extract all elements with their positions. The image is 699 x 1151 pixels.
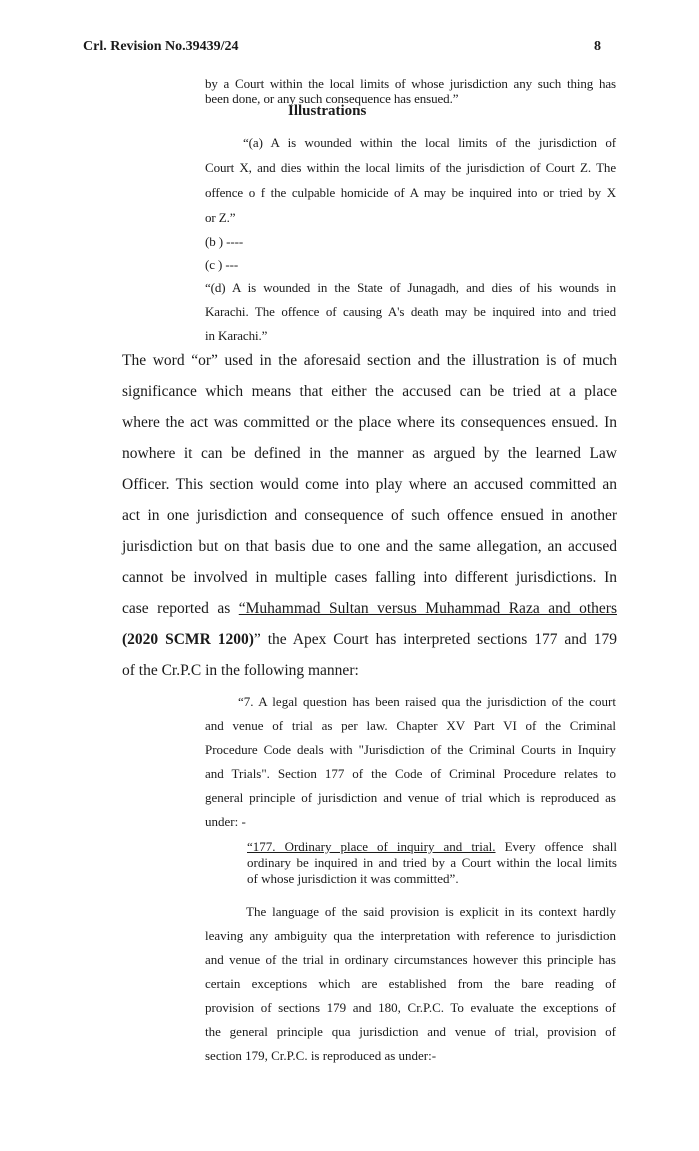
nested-quote-line: ordinary be inquired in and tried by a Court within the local limits	[247, 855, 617, 870]
nested-quote-line	[247, 839, 617, 855]
illustration-line: in Karachi.”	[205, 328, 268, 343]
case-prefix: case reported as	[122, 600, 239, 617]
quote-para-line: the general principle qua jurisdiction and venue of trial, provision of	[205, 1024, 616, 1039]
body-line: nowhere it can be defined in the manner as argued by the learned Law	[122, 445, 617, 462]
body-line: Officer. This section would come into play where an accused committed an	[122, 476, 617, 493]
case-title: Crl. Revision No.39439/24	[83, 39, 239, 54]
body-line: The word “or” used in the aforesaid section and the illustration is of much	[122, 352, 617, 369]
illustration-line: “(a) A is wounded within the local limits of the jurisdiction of	[243, 135, 616, 150]
quote-para-line: The language of the said provision is explicit in its context hardly	[246, 904, 616, 919]
quote-line: and Trials". Section 177 of the Code of Criminal Procedure relates to	[205, 766, 616, 781]
body-line: where the act was committed or the place where its consequences ensued. In	[122, 414, 617, 431]
quote-line: Procedure Code deals with "Jurisdiction of the Criminal Courts in Inquiry	[205, 742, 616, 757]
body-line-case	[122, 600, 617, 618]
body-line-citation	[122, 631, 617, 649]
quote-line: under: -	[205, 814, 246, 829]
quote-line: “7. A legal question has been raised qua the jurisdiction of the court	[238, 694, 616, 709]
quote-para-line: leaving any ambiguity qua the interpretation with reference to jurisdiction	[205, 928, 616, 943]
page-number: 8	[594, 39, 601, 54]
section-177-heading: “177. Ordinary place of inquiry and trial.	[247, 839, 496, 854]
quote-para-line: section 179, Cr.P.C. is reproduced as under:-	[205, 1048, 437, 1063]
nested-quote-line: of whose jurisdiction it was committed”.	[247, 871, 459, 886]
illustration-line: Court X, and dies within the local limits of the jurisdiction of Court Z. The	[205, 160, 616, 175]
quote-line: general principle of jurisdiction and venue of trial which is reproduced as	[205, 790, 616, 805]
section-tail-line: been done, or any such consequence has ensued.”	[205, 91, 459, 106]
illustration-line: or Z.”	[205, 210, 236, 225]
section-tail-line: by a Court within the local limits of whose jurisdiction any such thing has	[205, 76, 616, 91]
quote-para-line: and venue of the trial in ordinary circumstances however this principle has	[205, 952, 616, 967]
quote-para-line: provision of sections 179 and 180, Cr.P.C. To evaluate the exceptions of	[205, 1000, 616, 1015]
quote-para-line: certain exceptions which are established from the bare reading of	[205, 976, 616, 991]
citation: (2020 SCMR 1200)	[122, 631, 254, 648]
illustrations-heading: Illustrations	[288, 103, 367, 119]
body-line: jurisdiction but on that basis due to one and the same allegation, an accused	[122, 538, 617, 555]
body-line: act in one jurisdiction and consequence of such offence ensued in another	[122, 507, 617, 524]
body-line: cannot be involved in multiple cases falling into different jurisdictions. In	[122, 569, 617, 586]
illustration-line: Karachi. The offence of causing A's death may be inquired into and tried	[205, 304, 616, 319]
citation-suffix: ” the Apex Court has interpreted sections 177 and 179	[253, 631, 617, 648]
body-line: significance which means that either the accused can be tried at a place	[122, 383, 617, 400]
illustration-line: offence o f the culpable homicide of A may be inquired into or tried by X	[205, 185, 616, 200]
illustration-line: (c ) ---	[205, 257, 239, 272]
quote-line: and venue of trial as per law. Chapter XV Part VI of the Criminal	[205, 718, 616, 733]
illustration-line: (b ) ----	[205, 234, 244, 249]
nested-text: Every offence shall	[495, 839, 617, 854]
case-name: “Muhammad Sultan versus Muhammad Raza and others	[238, 600, 617, 617]
illustration-line: “(d) A is wounded in the State of Junagadh, and dies of his wounds in	[205, 280, 616, 295]
body-line: of the Cr.P.C in the following manner:	[122, 662, 359, 679]
